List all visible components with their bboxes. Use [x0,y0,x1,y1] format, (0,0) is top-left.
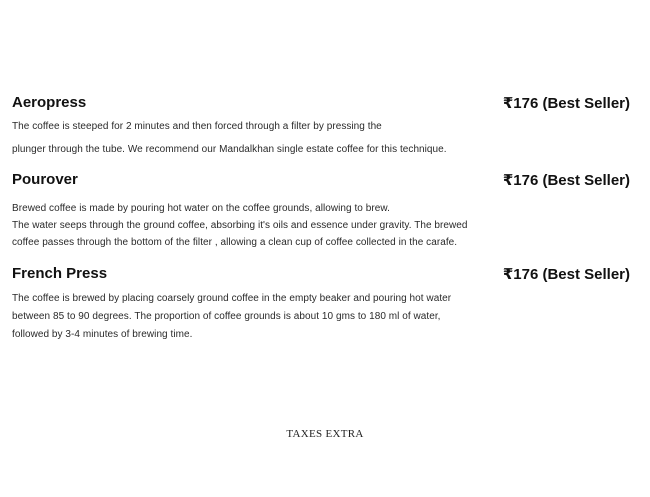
item-name: Pourover [12,171,78,188]
item-description [12,293,632,340]
description-line: The coffee is steeped for 2 minutes and then forced through a filter by pressing the [12,121,382,132]
menu-item-header [12,171,632,193]
menu-item-pourover [12,171,632,248]
item-price: ₹176 (Best Seller) [502,95,630,112]
item-description [12,121,632,155]
menu-item-aeropress [12,94,632,155]
description-line: coffee passes through the bottom of the filter , allowing a clean cup of coffee collected in the carafe. [12,237,458,248]
description-line: The water seeps through the ground coffee, absorbing it's oils and essence under gravity. The brewed [12,220,468,231]
menu-item-header [12,94,632,116]
description-line: The coffee is brewed by placing coarsely ground coffee in the empty beaker and pouring hot water [12,293,452,304]
item-price: ₹176 (Best Seller) [502,172,630,189]
menu-item-french-press [12,265,632,340]
item-description [12,203,632,248]
description-line: between 85 to 90 degrees. The proportion of coffee grounds is about 10 gms to 180 ml of water, [12,311,441,322]
taxes-note: TAXES EXTRA [286,428,364,440]
description-line: Brewed coffee is made by pouring hot water on the coffee grounds, allowing to brew. [12,203,390,214]
item-price: ₹176 (Best Seller) [502,266,630,283]
description-line: followed by 3-4 minutes of brewing time. [12,329,193,340]
description-line: plunger through the tube. We recommend our Mandalkhan single estate coffee for this technique. [12,144,447,155]
item-name: French Press [12,265,108,282]
menu-item-header [12,265,632,287]
item-name: Aeropress [12,94,87,111]
